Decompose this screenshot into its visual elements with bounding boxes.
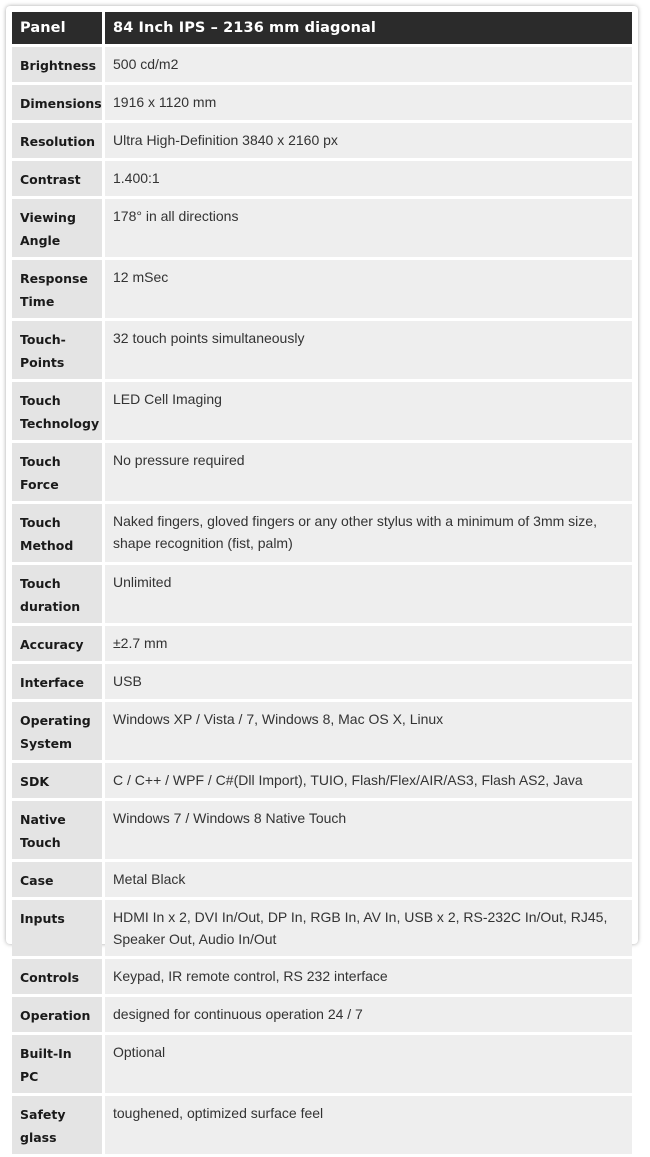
spec-value: Optional	[105, 1035, 632, 1093]
spec-value: ±2.7 mm	[105, 626, 632, 661]
spec-row	[12, 801, 632, 859]
spec-value: 12 mSec	[105, 260, 632, 318]
spec-label: Viewing Angle	[12, 199, 102, 257]
spec-value: 500 cd/m2	[105, 47, 632, 82]
spec-value: toughened, optimized surface feel	[105, 1096, 632, 1154]
spec-value: C / C++ / WPF / C#(Dll Import), TUIO, Flash/Flex/AIR/AS3, Flash AS2, Java	[105, 763, 632, 798]
spec-label: Touch Technology	[12, 382, 102, 440]
spec-label: Touch-Points	[12, 321, 102, 379]
spec-value: LED Cell Imaging	[105, 382, 632, 440]
spec-label: Resolution	[12, 123, 102, 158]
spec-row	[12, 199, 632, 257]
spec-row	[12, 321, 632, 379]
spec-value: Windows 7 / Windows 8 Native Touch	[105, 801, 632, 859]
spec-label: Built-In PC	[12, 1035, 102, 1093]
spec-value: Metal Black	[105, 862, 632, 897]
spec-value: Keypad, IR remote control, RS 232 interface	[105, 959, 632, 994]
spec-row	[12, 504, 632, 562]
spec-label: Case	[12, 862, 102, 897]
spec-value: Windows XP / Vista / 7, Windows 8, Mac OS X, Linux	[105, 702, 632, 760]
spec-value: 1916 x 1120 mm	[105, 85, 632, 120]
spec-value: 32 touch points simultaneously	[105, 321, 632, 379]
spec-table	[9, 9, 635, 1157]
spec-label: Brightness	[12, 47, 102, 82]
spec-label: SDK	[12, 763, 102, 798]
spec-value: Ultra High-Definition 3840 x 2160 px	[105, 123, 632, 158]
spec-value: USB	[105, 664, 632, 699]
spec-card	[6, 6, 638, 1145]
spec-value: Naked fingers, gloved fingers or any other stylus with a minimum of 3mm size, shape recognition (fist, palm)	[105, 504, 632, 562]
spec-label: Touch Force	[12, 443, 102, 501]
spec-value: HDMI In x 2, DVI In/Out, DP In, RGB In, AV In, USB x 2, RS-232C In/Out, RJ45, Speaker Out, Audio In/Out	[105, 900, 632, 956]
spec-row	[12, 664, 632, 699]
spec-row	[12, 626, 632, 661]
spec-row	[12, 161, 632, 196]
spec-row	[12, 763, 632, 798]
spec-row	[12, 702, 632, 760]
spec-row	[12, 123, 632, 158]
spec-value: Unlimited	[105, 565, 632, 623]
spec-row	[12, 959, 632, 994]
spec-label: Operation	[12, 997, 102, 1032]
spec-row	[12, 443, 632, 501]
spec-label: Safety glass	[12, 1096, 102, 1154]
spec-row	[12, 1096, 632, 1154]
spec-label: Touch duration	[12, 565, 102, 623]
spec-row	[12, 900, 632, 956]
spec-value: 1.400:1	[105, 161, 632, 196]
header-label: Panel	[12, 12, 102, 44]
spec-row	[12, 862, 632, 897]
spec-label: Inputs	[12, 900, 102, 956]
spec-label: Response Time	[12, 260, 102, 318]
spec-value: designed for continuous operation 24 / 7	[105, 997, 632, 1032]
header-value: 84 Inch IPS – 2136 mm diagonal	[105, 12, 632, 44]
spec-row	[12, 85, 632, 120]
spec-label: Contrast	[12, 161, 102, 196]
spec-label: Native Touch	[12, 801, 102, 859]
spec-row	[12, 47, 632, 82]
spec-label: Operating System	[12, 702, 102, 760]
spec-row	[12, 997, 632, 1032]
spec-label: Touch Method	[12, 504, 102, 562]
spec-row	[12, 565, 632, 623]
spec-row	[12, 382, 632, 440]
spec-row	[12, 260, 632, 318]
spec-label: Accuracy	[12, 626, 102, 661]
spec-row	[12, 1035, 632, 1093]
spec-header-row	[12, 12, 632, 44]
spec-value: No pressure required	[105, 443, 632, 501]
spec-label: Controls	[12, 959, 102, 994]
spec-value: 178° in all directions	[105, 199, 632, 257]
spec-label: Dimensions	[12, 85, 102, 120]
spec-body	[12, 47, 632, 1154]
spec-label: Interface	[12, 664, 102, 699]
